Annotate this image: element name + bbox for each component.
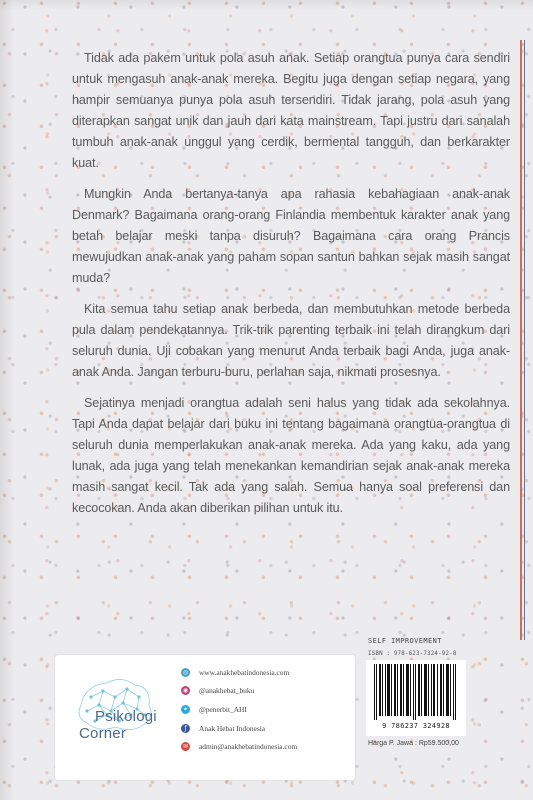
publisher-panel: [55, 655, 355, 780]
blurb-paragraph-1: Tidak ada pakem untuk pola asuh anak. Setiap orangtua punya cara sendiri untuk mengasuh anak-anak mereka. Begitu juga dengan setiap negara, yang hampir semuanya punya pola asuh tersendiri. Tidak jarang, pola asuh yang diterapkan sangat unik dan jauh dari kata mainstream. Tapi justru dari sanalah tumbuh anak-anak unggul yang cerdik, bermental tangguh, dan berkarakter kuat.: [72, 51, 510, 170]
contact-instagram[interactable]: [181, 682, 297, 701]
contact-text: @anakhebat_buku: [199, 686, 255, 696]
barcode-number: 9 786237 324928: [382, 722, 450, 730]
contact-twitter[interactable]: [181, 700, 297, 719]
blurb-text: [72, 48, 510, 529]
contact-list: [181, 663, 297, 756]
twitter-icon: ✦: [182, 705, 189, 713]
contact-website[interactable]: [181, 663, 297, 682]
category-label: SELF IMPROVEMENT: [368, 637, 442, 645]
logo-wordmark-line-2: Corner: [79, 725, 127, 742]
blurb-paragraph-3: Kita semua tahu setiap anak berbeda, dan membutuhkan metode berbeda pula dalam pendekatannya. Trik-trik parenting terbaik ini telah dirangkum dari seluruh dunia. Uji cobakan yang menurut Anda terbaik bagi Anda, juga anak-anak Anda. Jangan terburu-buru, perlahan saja, nikmati prosesnya.: [72, 302, 510, 379]
contact-text: @penerbit_AHI: [199, 704, 247, 714]
barcode: [366, 660, 466, 736]
blurb-paragraph-4: Sejatinya menjadi orangtua adalah seni halus yang tidak ada sekolahnya. Tapi Anda dapat belajar dari buku ini tentang bagaimana orangtua-orangtua di seluruh dunia memperlakukan anak-anak mereka. Ada yang kaku, ada yang lunak, ada juga yang telah menekankan kemandirian sejak anak-anak mereka masih sangat kecil. Tak ada yang salah. Semua hanya soal preferensi dan kecocokan. Anda akan diberikan pilihan untuk itu.: [72, 396, 510, 515]
top-shadow: [0, 0, 533, 10]
contact-email[interactable]: [181, 737, 297, 756]
red-stripe: [520, 40, 522, 640]
blue-stripe: [524, 40, 525, 640]
barcode-bars: [374, 664, 458, 720]
contact-facebook[interactable]: [181, 719, 297, 738]
blurb-paragraph-2: Mungkin Anda bertanya-tanya apa rahasia kebahagiaan anak-anak Denmark? Bagaimana orang-orang Finlandia membentuk karakter anak yang betah belajar meski tanpa disuruh? Bagaimana cara orang Prancis mewujudkan anak-anak yang paham sopan santun bahkan sejak masih sangat muda?: [72, 187, 510, 285]
price-text: Harga P. Jawa : Rp59.500,00: [368, 740, 459, 747]
contact-text: Anak Hebat Indonesia: [199, 723, 266, 733]
accent-stripes: [520, 40, 526, 640]
logo-wordmark-line-1: Psikologi: [95, 708, 157, 725]
instagram-icon: ◉: [182, 687, 189, 695]
contact-text: admin@anakhebatindonesia.com: [199, 742, 298, 752]
contact-text: www.anakhebatindonesia.com: [199, 667, 290, 677]
spine-shadow: [0, 0, 14, 800]
email-icon: ✉: [182, 743, 189, 751]
isbn-text: ISBN : 978-623-7324-92-8: [368, 651, 457, 657]
isbn-barcode-panel: [366, 637, 478, 757]
globe-icon: ◎: [182, 668, 189, 676]
facebook-icon: ƒ: [181, 724, 190, 733]
